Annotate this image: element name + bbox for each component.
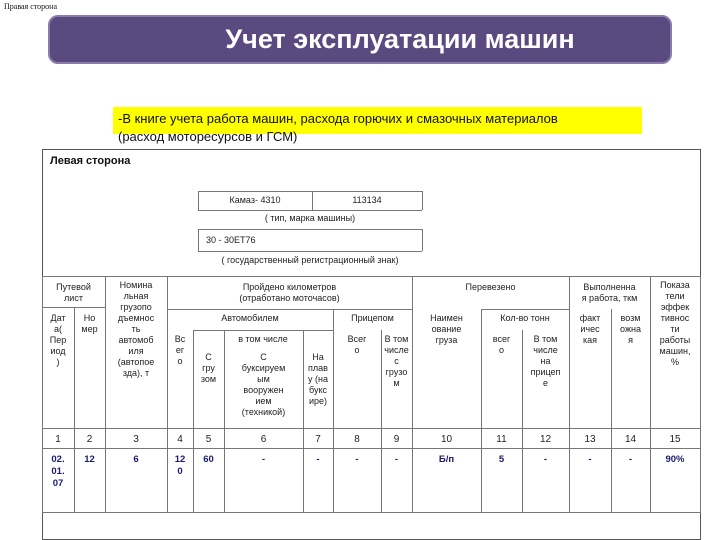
cell-km-cargo: 60: [203, 454, 214, 465]
header-possible: возм ожна я: [620, 313, 641, 345]
header-with-cargo: С гру зом: [200, 352, 217, 384]
col-number: 2: [86, 434, 93, 445]
divider: [422, 229, 423, 251]
cell-trailer-total: -: [355, 454, 359, 465]
cell-cargo-name: Б/п: [438, 454, 455, 465]
intro-line-2: (расход моторесурсов и ГСМ): [118, 129, 298, 144]
machine-model: Камаз- 4310: [229, 195, 281, 205]
cell-work-possible: -: [628, 454, 633, 465]
reg-plate: 30 - 30ЕТ76: [206, 235, 256, 245]
title-banner: [48, 15, 672, 64]
header-float: На плав у (на букс ире): [308, 352, 328, 406]
reg-caption: ( государственный регистрационный знак): [221, 255, 399, 265]
header-waybill: Путевой лист: [56, 282, 91, 303]
col-number: 1: [55, 434, 61, 445]
header-date: Дат а( Пер иод ): [49, 313, 67, 367]
divider: [422, 191, 423, 210]
side-label: Левая сторона: [50, 155, 131, 167]
cell-efficiency: 90%: [665, 454, 685, 465]
machine-model-caption: ( тип, марка машины): [264, 213, 356, 223]
col-number: 3: [133, 434, 139, 445]
header-km-total: Пройдено километров (отработано моточасов): [239, 282, 340, 303]
header-incl: в том числе: [238, 334, 288, 344]
intro-line-1: -В книге учета работа машин, расхода горючих и смазочных материалов: [118, 111, 558, 126]
cell-trailer-cargo: -: [394, 454, 399, 465]
header-work-done: Выполненна я работа, ткм: [581, 282, 638, 303]
col-number: 7: [315, 434, 321, 445]
header-transported: Перевезено: [465, 282, 516, 292]
header-all-vehicle: Вс ег о: [174, 334, 186, 366]
cell-tons-total: 5: [498, 454, 505, 465]
col-number: 4: [177, 434, 183, 445]
cell-km-float: -: [316, 454, 320, 465]
header-cargo-name: Наимен ование груза: [430, 313, 463, 345]
cell-tons-trailer: -: [543, 454, 548, 465]
intro-text: [118, 110, 658, 146]
col-number: 10: [440, 434, 453, 445]
divider: [198, 251, 422, 252]
header-by-vehicle: Автомобилем: [221, 313, 279, 323]
header-actual: факт ичес кая: [579, 313, 601, 345]
col-number: 6: [260, 434, 267, 445]
cell-date: 02. 01. 07: [51, 454, 65, 489]
header-tons-trailer: В том числе на прицеп е: [530, 334, 561, 388]
header-tons: Кол-во тонн: [500, 313, 550, 323]
header-trailer-total: Всег о: [347, 334, 367, 355]
col-number: 11: [496, 434, 507, 445]
header-towed: С буксируем ым вооружен ием (техникой): [241, 352, 286, 417]
col-number: 12: [539, 434, 552, 445]
divider: [198, 229, 422, 230]
col-number: 13: [584, 434, 596, 445]
cell-km-towed: -: [261, 454, 266, 465]
col-number: 14: [624, 434, 637, 445]
col-number: 8: [354, 434, 360, 445]
col-number: 15: [669, 434, 681, 445]
header-number: Но мер: [81, 313, 98, 334]
divider: [198, 191, 422, 192]
page-title: Учет эксплуатации машин: [225, 24, 575, 54]
header-efficiency: Показа тели эффек тивнос ти работы машин, %: [659, 280, 691, 367]
cell-work-actual: -: [588, 454, 592, 465]
header-tons-total: всег о: [492, 334, 511, 355]
header-by-trailer: Прицепом: [351, 313, 394, 323]
corner-label: Правая сторона: [4, 2, 58, 11]
cell-number: 12: [84, 454, 95, 465]
divider: [198, 210, 422, 211]
divider: [198, 229, 199, 251]
col-number: 9: [393, 434, 400, 445]
cell-capacity: 6: [133, 454, 139, 465]
header-trailer-cargo: В том числе с грузо м: [384, 334, 409, 388]
header-capacity: Номина льная грузопо дъемнос ть автомоб иля (автопое зда), т: [117, 280, 155, 378]
col-number: 5: [205, 434, 212, 445]
machine-number: 113134: [352, 195, 382, 205]
cell-km-all: 12 0: [174, 454, 186, 477]
